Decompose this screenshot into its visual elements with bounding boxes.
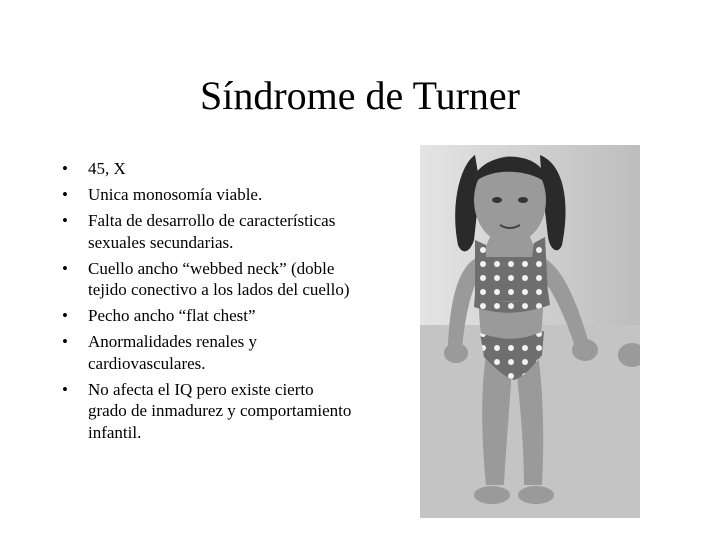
eye-left xyxy=(492,197,502,203)
bullet-text: No afecta el IQ pero existe cierto grado de inmadurez y comportamiento infantil. xyxy=(88,379,352,442)
bullet-marker: • xyxy=(62,159,68,178)
bullet-marker: • xyxy=(62,185,68,204)
bullet-item xyxy=(62,379,352,444)
patient-photo xyxy=(420,145,640,518)
bullet-marker: • xyxy=(62,306,68,325)
bullet-item xyxy=(62,184,352,206)
bullet-item xyxy=(62,158,352,180)
bullet-marker: • xyxy=(62,332,68,351)
bullet-text: 45, X xyxy=(88,159,126,178)
foot-left xyxy=(474,486,510,504)
eye-right xyxy=(518,197,528,203)
bullet-item xyxy=(62,210,352,253)
bullet-marker: • xyxy=(62,258,68,278)
bullet-list xyxy=(62,158,352,448)
bullet-text: Anormalidades renales y cardiovasculares. xyxy=(88,332,257,373)
patient-photo-illustration xyxy=(420,145,640,518)
bullet-item xyxy=(62,305,352,327)
hand-right xyxy=(572,339,598,361)
neck xyxy=(482,237,538,255)
bullet-text: Unica monosomía viable. xyxy=(88,185,263,204)
bullet-item xyxy=(62,258,352,301)
foot-right xyxy=(518,486,554,504)
slide-title: Síndrome de Turner xyxy=(200,73,520,118)
bullet-marker: • xyxy=(62,379,68,399)
bullet-text: Falta de desarrollo de características sexuales secundarias. xyxy=(88,211,336,252)
bullet-text: Cuello ancho “webbed neck” (doble tejido conectivo a los lados del cuello) xyxy=(88,258,350,299)
bullet-marker: • xyxy=(62,211,68,230)
hand-left xyxy=(444,343,468,363)
bullet-item xyxy=(62,331,352,374)
bullet-text: Pecho ancho “flat chest” xyxy=(88,306,256,325)
